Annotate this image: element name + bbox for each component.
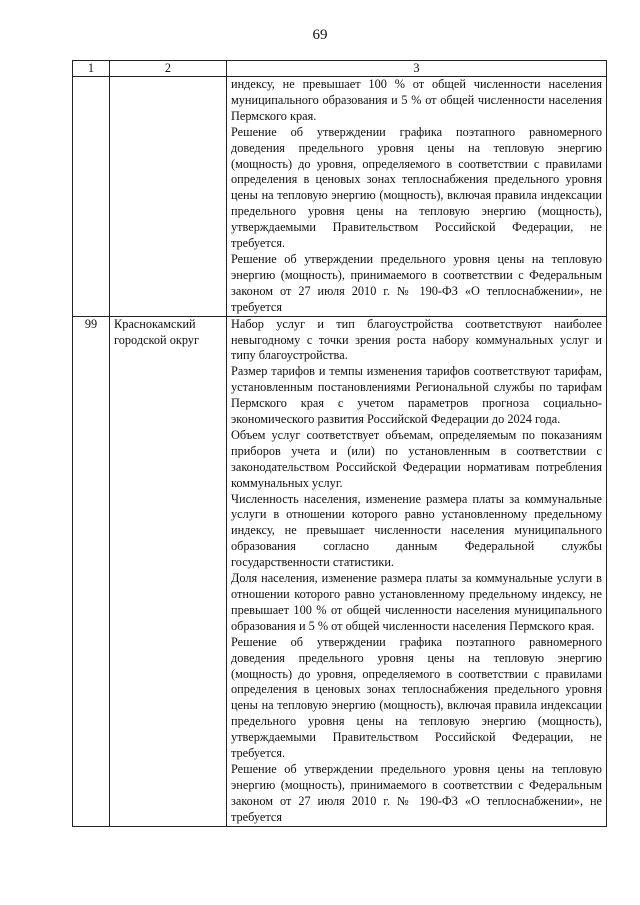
paragraph: Размер тарифов и темпы изменения тарифов соответствуют тарифам, установленным постановлениями Региональной службы по тарифам Пермского края с учетом параметров прогноза социально-экономического развития Российской Федерации до 2024 года. xyxy=(231,364,602,427)
page-number: 69 xyxy=(312,27,328,43)
row-description xyxy=(227,77,607,317)
paragraph: Численность населения, изменение размера платы за коммунальные услуги в отношении которого равно установленному предельному индексу, не превышает численности населения муниципального образования согласно данным Федеральной службы государственности статистики. xyxy=(231,491,602,570)
data-table xyxy=(72,60,607,827)
column-header: 2 xyxy=(110,61,227,77)
row-organization: Краснокамский городской округ xyxy=(110,316,227,826)
column-header: 3 xyxy=(227,61,607,77)
paragraph: Объем услуг соответствует объемам, определяемым по показаниям приборов учета и (или) по установленным в соответствии с законодательством Российской Федерации нормативам потребления коммунальных услуг. xyxy=(231,427,602,490)
paragraph: Набор услуг и тип благоустройства соответствуют наиболее невыгодному с точки зрения роста набору коммунальных услуг и типу благоустройства. xyxy=(231,316,602,363)
paragraph: Решение об утверждении предельного уровня цены на тепловую энергию (мощность), принимаемого в соответствии с Федеральным законом от 27 июля 2010 г. № 190-ФЗ «О теплоснабжении», не требуется xyxy=(231,251,602,314)
table-row xyxy=(73,77,607,317)
paragraph: индексу, не превышает 100 % от общей численности населения муниципального образования и 5 % от общей численности населения Пермского края. xyxy=(231,77,602,123)
paragraph: Решение об утверждении предельного уровня цены на тепловую энергию (мощность), принимаемого в соответствии с Федеральным законом от 27 июля 2010 г. № 190-ФЗ «О теплоснабжении», не требуется xyxy=(231,761,602,824)
table-row xyxy=(73,316,607,826)
paragraph: Доля населения, изменение размера платы за коммунальные услуги в отношении которого равно установленному предельному индексу, не превышает 100 % от общей численности населения муниципального образования и 5 % от общей численности населения Пермского края. xyxy=(231,571,602,633)
paragraph: Решение об утверждении графика поэтапного равномерного доведения предельного уровня цены на тепловую энергию (мощность) до уровня, определяемого в соответствии с правилами определения в ценовых зонах теплоснабжения предельного уровня цены на тепловую энергию (мощность), включая правила индексации предельного уровня цены на тепловую энергию (мощность), утверждаемыми Правительством Российской Федерации, не требуется. xyxy=(231,124,602,251)
paragraph: Решение об утверждении графика поэтапного равномерного доведения предельного уровня цены на тепловую энергию (мощность) до уровня, определяемого в соответствии с правилами определения в ценовых зонах теплоснабжения предельного уровня цены на тепловую энергию (мощность), включая правила индексации предельного уровня цены на тепловую энергию (мощность), утверждаемыми Правительством Российской Федерации, не требуется. xyxy=(231,634,602,761)
row-organization xyxy=(110,77,227,317)
table-header-row xyxy=(73,61,607,77)
row-description xyxy=(227,316,607,826)
row-number xyxy=(73,77,110,317)
row-number: 99 xyxy=(73,316,110,826)
column-header: 1 xyxy=(73,61,110,77)
